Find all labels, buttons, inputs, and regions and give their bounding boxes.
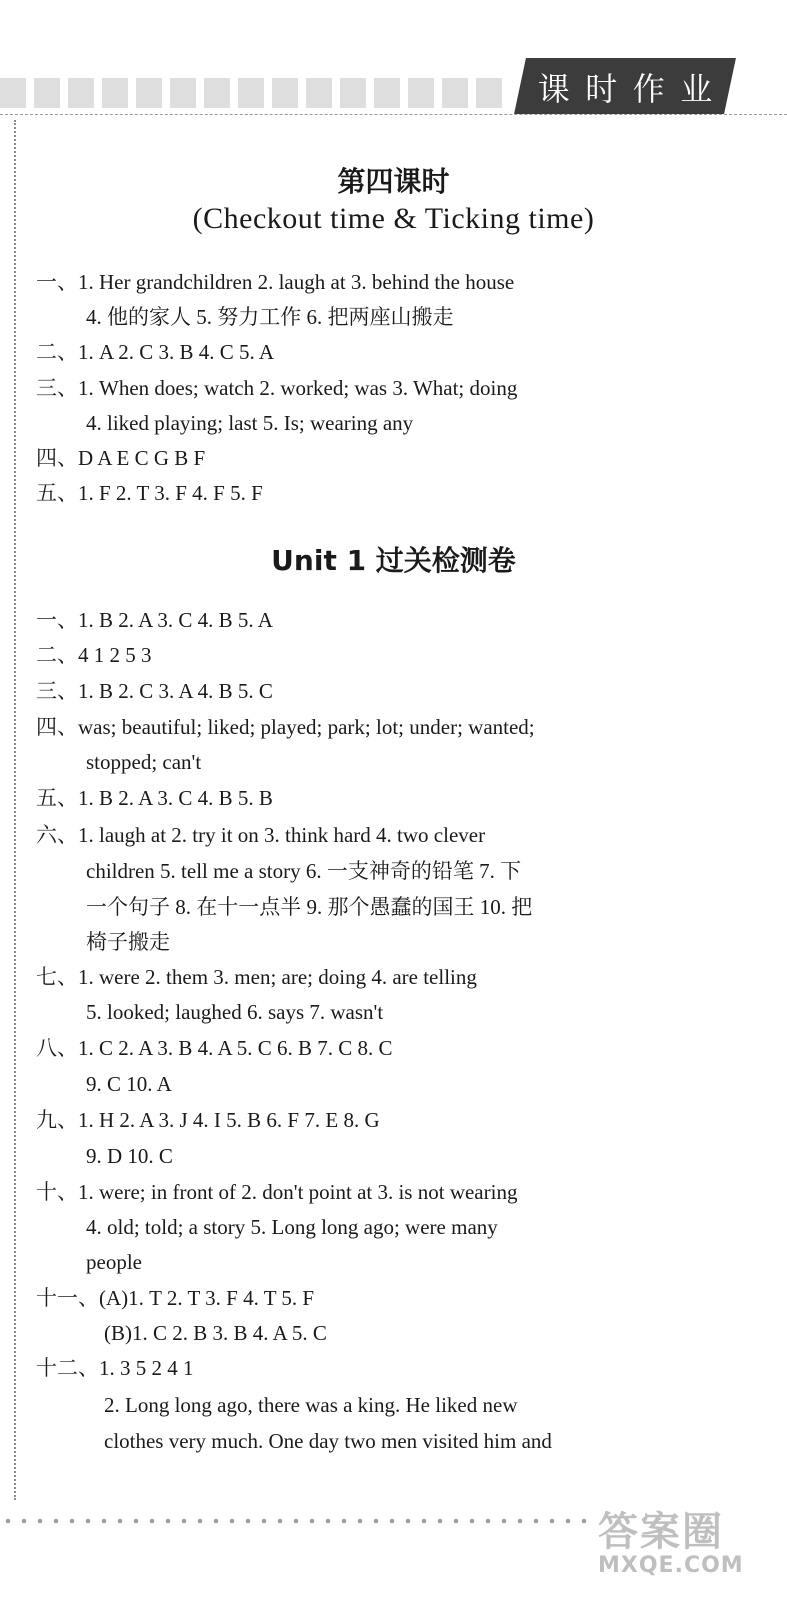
watermark-logo <box>598 1510 768 1580</box>
answer-line: 4. 他的家人 5. 努力工作 6. 把两座山搬走 <box>86 305 454 329</box>
header-divider <box>0 114 787 115</box>
answer-line: 4. liked playing; last 5. Is; wearing any <box>86 411 414 435</box>
answer-line: 4. old; told; a story 5. Long long ago; were many <box>86 1215 498 1239</box>
answer-line: 六、1. laugh at 2. try it on 3. think hard 4. two clever <box>36 823 486 847</box>
answer-line: (B)1. C 2. B 3. B 4. A 5. C <box>104 1321 327 1345</box>
answer-line: 二、1. A 2. C 3. B 4. C 5. A <box>36 340 275 364</box>
answer-line: 椅子搬走 <box>86 930 170 954</box>
header-stripe-band <box>0 78 510 108</box>
answer-line: 八、1. C 2. A 3. B 4. A 5. C 6. B 7. C 8. C <box>36 1036 393 1060</box>
answer-line: 九、1. H 2. A 3. J 4. I 5. B 6. F 7. E 8. G <box>36 1108 380 1132</box>
header-char: 时 <box>585 70 618 108</box>
answer-line: 三、1. B 2. C 3. A 4. B 5. C <box>36 679 273 703</box>
answer-line: people <box>86 1250 142 1274</box>
lesson4-title: 第四课时 <box>337 165 450 198</box>
header-title <box>530 62 720 112</box>
answer-line: 9. D 10. C <box>86 1144 173 1168</box>
header-char: 业 <box>680 70 713 108</box>
watermark-url: MXQE.COM <box>598 1553 744 1578</box>
answer-line: stopped; can't <box>86 750 202 774</box>
answer-line: 2. Long long ago, there was a king. He liked new <box>104 1393 518 1417</box>
answer-line: 一个句子 8. 在十一点半 9. 那个愚蠢的国王 10. 把 <box>86 895 533 919</box>
answer-line: 5. looked; laughed 6. says 7. wasn't <box>86 1000 384 1024</box>
answer-line: 五、1. F 2. T 3. F 4. F 5. F <box>36 481 263 505</box>
header-char: 课 <box>537 70 570 108</box>
answer-line: 二、4 1 2 5 3 <box>36 643 152 667</box>
answer-line: 七、1. were 2. them 3. men; are; doing 4. are telling <box>36 965 477 989</box>
answer-line: 五、1. B 2. A 3. C 4. B 5. B <box>36 786 273 810</box>
lesson4-subtitle: (Checkout time & Ticking time) <box>192 202 595 235</box>
answer-line: 十一、(A)1. T 2. T 3. F 4. T 5. F <box>36 1286 315 1310</box>
watermark-text: 答案圈 <box>598 1509 724 1555</box>
header-char: 作 <box>632 70 665 108</box>
answer-line: 四、was; beautiful; liked; played; park; lot; under; wanted; <box>36 715 535 739</box>
footer-dot-border <box>0 1512 590 1530</box>
answer-line: 四、D A E C G B F <box>36 446 206 470</box>
binding-margin-line <box>14 120 16 1500</box>
answer-line: clothes very much. One day two men visited him and <box>104 1429 552 1453</box>
answer-line: 9. C 10. A <box>86 1072 172 1096</box>
answer-line: 一、1. Her grandchildren 2. laugh at 3. behind the house <box>36 270 515 294</box>
answer-line: children 5. tell me a story 6. 一支神奇的铅笔 7. 下 <box>86 859 522 883</box>
answer-line: 十、1. were; in front of 2. don't point at 3. is not wearing <box>36 1180 518 1204</box>
answer-line: 十二、1. 3 5 2 4 1 <box>36 1356 194 1380</box>
unit1-title: Unit 1 过关检测卷 <box>271 544 516 577</box>
answer-line: 一、1. B 2. A 3. C 4. B 5. A <box>36 608 273 632</box>
answer-line: 三、1. When does; watch 2. worked; was 3. What; doing <box>36 376 518 400</box>
